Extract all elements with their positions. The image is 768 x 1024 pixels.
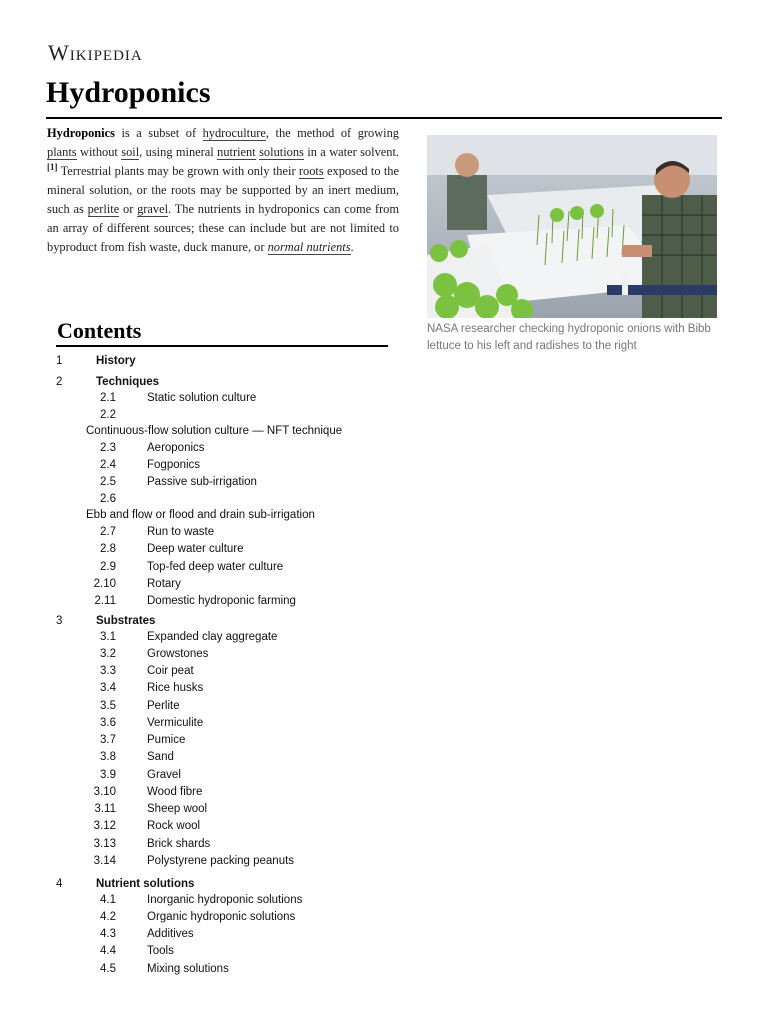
toc-subsection-label: Mixing solutions [147, 962, 229, 975]
toc-subsection-label: Vermiculite [147, 716, 204, 729]
infobox-figure [427, 135, 717, 355]
toc-subsection-number: 2.9 [100, 560, 116, 573]
title-divider [46, 117, 722, 119]
link-perlite[interactable]: perlite [87, 202, 120, 216]
toc-section-number: 4 [56, 878, 63, 890]
toc-subsection-label: Growstones [147, 647, 209, 660]
link-solutions[interactable]: solutions [259, 145, 304, 159]
toc-subsection-number: 2.10 [93, 577, 116, 590]
toc-subsection-label: Perlite [147, 699, 180, 712]
toc-subsection-number: 4.2 [100, 910, 116, 923]
toc-section-number: 3 [56, 615, 63, 627]
page-title: Hydroponics [46, 76, 211, 109]
toc-section-label: Techniques [96, 376, 160, 388]
toc-subsection-label: Brick shards [147, 837, 211, 850]
intro-text: exposed to the mineral solution, or the roots may be supported by an inert medium, such as [47, 164, 400, 216]
toc-subsection-label: Gravel [147, 768, 181, 781]
toc-subsection-number: 2.7 [100, 526, 116, 539]
link-normal-nutrients[interactable]: normal nutrients [267, 240, 351, 254]
toc-subsection-number: 3.11 [94, 803, 116, 815]
link-soil[interactable]: soil [121, 145, 140, 159]
site-wordmark[interactable]: Wikipedia [48, 40, 143, 65]
toc-subsection-number: 2.8 [100, 543, 116, 556]
toc-subsection-label: Sand [147, 751, 174, 764]
toc-subsection-number: 2.6 [100, 493, 116, 506]
toc-title: Contents [57, 318, 142, 343]
toc-subsection-label: Run to waste [147, 526, 215, 539]
toc-subsection-number: 3.13 [93, 837, 116, 850]
intro-text: , the method of growing [265, 126, 399, 140]
toc-subsection-number: 3.14 [93, 854, 116, 867]
toc-subsection-number: 3.4 [100, 682, 116, 695]
intro-text: is a subset of [114, 126, 203, 140]
toc-subsection-number: 2.1 [100, 391, 116, 404]
toc-subsection-label: Top-fed deep water culture [147, 560, 284, 573]
toc-subsection-label: Inorganic hydroponic solutions [147, 893, 303, 906]
link-nutrient[interactable]: nutrient [217, 145, 256, 159]
toc-subsection-number: 4.3 [100, 928, 116, 940]
toc-subsection-label: Domestic hydroponic farming [147, 595, 296, 608]
toc-subsection-number: 2.2 [100, 408, 116, 421]
toc-section-label: Substrates [96, 615, 156, 627]
toc-subsection-label: Static solution culture [147, 391, 257, 404]
intro-text: , using mineral [139, 145, 218, 159]
toc-subsection-label: Rock wool [147, 820, 201, 833]
link-plants[interactable]: plants [47, 145, 77, 159]
toc-subsection-number: 4.1 [100, 893, 116, 906]
link-roots[interactable]: roots [298, 164, 324, 178]
toc-subsection-label: Fogponics [147, 458, 201, 471]
toc-section-number: 2 [56, 376, 63, 388]
toc-subsection-number: 4.4 [100, 945, 116, 958]
toc-subsection-label: Sheep wool [147, 803, 208, 815]
toc-subsection-label: Aeroponics [147, 441, 205, 454]
intro-text: Terrestrial plants may be grown with only their [57, 164, 299, 178]
toc-subsection-number: 3.5 [100, 699, 116, 712]
nasa-hydroponics-photo[interactable] [427, 135, 717, 318]
intro-text: in a water solvent. [303, 145, 399, 159]
toc-subsection-label: Coir peat [147, 665, 194, 677]
toc-subsection-label: Deep water culture [147, 543, 244, 556]
toc-section-number: 1 [56, 355, 63, 367]
intro-paragraph [47, 124, 399, 257]
intro-text: without [76, 145, 122, 159]
toc-subsection-number: 2.3 [100, 441, 116, 454]
toc-subsection-label: Wood fibre [147, 785, 203, 798]
toc-subsection-number: 2.4 [100, 458, 116, 471]
toc-subsection-number: 4.5 [100, 962, 116, 975]
toc-subsection-number: 3.6 [100, 716, 116, 729]
figure-caption: NASA researcher checking hydroponic onions with Bibb lettuce to his left and radishes to the right [427, 323, 711, 352]
toc-subsection-label: Additives [147, 928, 194, 940]
toc-subsection-number: 3.9 [100, 768, 116, 781]
toc-subsection-label: Rice husks [147, 682, 204, 695]
intro-text: . [350, 240, 354, 254]
toc-subsection-number: 3.8 [100, 751, 116, 764]
toc-section-label: History [96, 355, 136, 367]
link-gravel[interactable]: gravel [137, 202, 169, 216]
toc-subsection-number: 3.3 [100, 665, 116, 677]
toc-subsection-number: 2.5 [100, 476, 116, 489]
toc-subsection-number: 3.10 [93, 785, 116, 798]
toc-subsection-label: Expanded clay aggregate [147, 630, 278, 643]
toc-subsection-label: Passive sub-irrigation [147, 476, 257, 489]
intro-text: . The nutrients in hydroponics can come from an array of different sources; these can include but are not limited to byproduct from fish waste, duck manure, or [47, 202, 399, 254]
toc-subsection-number: 3.2 [100, 647, 116, 660]
toc-subsection-number: 3.12 [93, 820, 116, 833]
toc-subsection-label: Polystyrene packing peanuts [147, 854, 295, 867]
toc-subsection-number: 3.1 [100, 630, 116, 643]
reference-link[interactable]: [1] [47, 161, 58, 172]
toc-subsection-label: Pumice [147, 734, 186, 746]
toc-subsection-label: Ebb and flow or flood and drain sub-irrigation [86, 509, 315, 522]
toc-divider [56, 345, 388, 347]
intro-text: or [119, 202, 138, 216]
toc-subsection-label: Continuous-flow solution culture — NFT technique [86, 424, 343, 437]
link-hydroculture[interactable]: hydroculture [202, 126, 266, 140]
toc-subsection-label: Organic hydroponic solutions [147, 910, 296, 923]
toc-subsection-label: Tools [147, 945, 174, 958]
intro-lead-term: Hydroponics [47, 126, 115, 140]
toc-section-label: Nutrient solutions [96, 878, 195, 890]
toc-subsection-number: 3.7 [100, 734, 116, 746]
toc-subsection-label: Rotary [147, 577, 181, 590]
toc-subsection-number: 2.11 [94, 595, 116, 608]
